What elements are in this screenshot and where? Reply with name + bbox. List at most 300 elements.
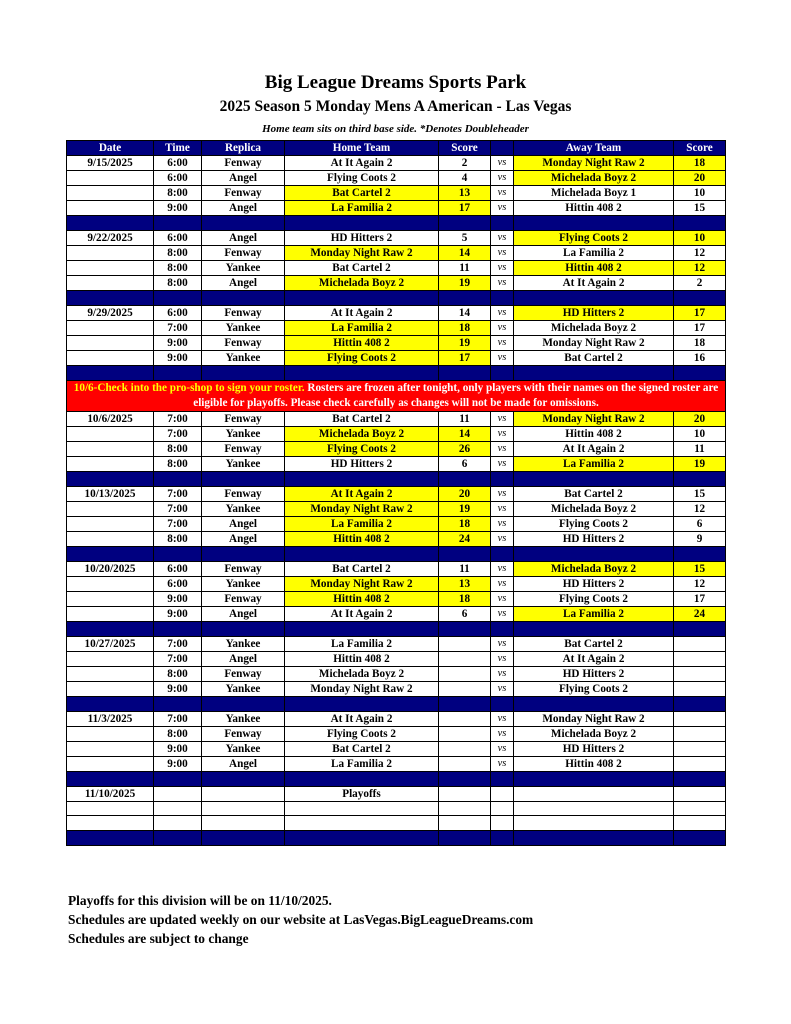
away-score: 2 xyxy=(674,275,726,290)
separator-cell xyxy=(202,365,285,380)
home-score: 4 xyxy=(439,171,491,186)
vs-label: vs xyxy=(491,681,514,696)
separator-cell xyxy=(439,471,491,486)
home-score xyxy=(439,681,491,696)
game-date: 9/22/2025 xyxy=(67,230,154,245)
game-date xyxy=(67,186,154,201)
home-team: HD Hitters 2 xyxy=(285,456,439,471)
game-time: 8:00 xyxy=(154,531,202,546)
game-replica-field: Fenway xyxy=(202,305,285,320)
game-replica-field: Fenway xyxy=(202,186,285,201)
column-header-home-score: Score xyxy=(439,141,491,156)
game-time: 7:00 xyxy=(154,320,202,335)
away-score xyxy=(674,711,726,726)
separator-cell xyxy=(154,290,202,305)
game-time: 8:00 xyxy=(154,260,202,275)
home-score: 2 xyxy=(439,156,491,171)
empty-cell xyxy=(674,786,726,801)
game-replica-field: Yankee xyxy=(202,456,285,471)
home-score: 20 xyxy=(439,486,491,501)
schedule-note: Home team sits on third base side. *Denotes Doubleheader xyxy=(262,123,529,135)
separator-cell xyxy=(202,546,285,561)
away-team: At It Again 2 xyxy=(514,651,674,666)
game-row xyxy=(67,305,726,320)
game-row xyxy=(67,426,726,441)
vs-label: vs xyxy=(491,335,514,350)
separator-cell xyxy=(439,831,491,846)
game-row xyxy=(67,606,726,621)
vs-label: vs xyxy=(491,186,514,201)
home-score: 6 xyxy=(439,606,491,621)
away-score: 18 xyxy=(674,156,726,171)
separator-cell xyxy=(202,621,285,636)
away-team: Bat Cartel 2 xyxy=(514,350,674,365)
separator-cell xyxy=(491,696,514,711)
game-time: 8:00 xyxy=(154,441,202,456)
home-team: La Familia 2 xyxy=(285,516,439,531)
separator-cell xyxy=(202,831,285,846)
away-team: La Familia 2 xyxy=(514,606,674,621)
home-score: 24 xyxy=(439,531,491,546)
game-time: 9:00 xyxy=(154,591,202,606)
game-replica-field: Yankee xyxy=(202,741,285,756)
separator-cell xyxy=(67,471,154,486)
game-date: 10/20/2025 xyxy=(67,561,154,576)
game-time: 7:00 xyxy=(154,651,202,666)
week-separator-row xyxy=(67,546,726,561)
game-row xyxy=(67,156,726,171)
home-score: 13 xyxy=(439,576,491,591)
away-score: 24 xyxy=(674,606,726,621)
game-row xyxy=(67,651,726,666)
away-team: La Familia 2 xyxy=(514,456,674,471)
game-date xyxy=(67,441,154,456)
away-score: 10 xyxy=(674,230,726,245)
separator-cell xyxy=(285,696,439,711)
away-score: 20 xyxy=(674,411,726,426)
separator-cell xyxy=(202,290,285,305)
vs-label: vs xyxy=(491,275,514,290)
away-team: Flying Coots 2 xyxy=(514,681,674,696)
game-replica-field: Yankee xyxy=(202,501,285,516)
week-separator-row xyxy=(67,365,726,380)
home-team: Hittin 408 2 xyxy=(285,651,439,666)
game-date: 9/15/2025 xyxy=(67,156,154,171)
game-date: 11/3/2025 xyxy=(67,711,154,726)
game-time: 9:00 xyxy=(154,335,202,350)
week-separator-row xyxy=(67,696,726,711)
separator-cell xyxy=(67,290,154,305)
away-score: 6 xyxy=(674,516,726,531)
footer-change-note: Schedules are subject to change xyxy=(68,931,249,946)
away-team: Flying Coots 2 xyxy=(514,516,674,531)
home-team: La Familia 2 xyxy=(285,320,439,335)
footer-playoffs-note: Playoffs for this division will be on 11/10/2025. xyxy=(68,893,332,908)
game-time: 9:00 xyxy=(154,350,202,365)
roster-notice-row xyxy=(67,380,726,411)
vs-label: vs xyxy=(491,711,514,726)
home-score xyxy=(439,726,491,741)
game-time: 7:00 xyxy=(154,516,202,531)
away-score: 10 xyxy=(674,186,726,201)
separator-cell xyxy=(674,621,726,636)
separator-cell xyxy=(285,546,439,561)
home-score xyxy=(439,711,491,726)
game-date xyxy=(67,260,154,275)
separator-cell xyxy=(67,771,154,786)
separator-cell xyxy=(67,696,154,711)
separator-cell xyxy=(491,365,514,380)
game-replica-field: Yankee xyxy=(202,426,285,441)
game-time: 9:00 xyxy=(154,201,202,216)
home-score xyxy=(439,756,491,771)
column-header-away-team: Away Team xyxy=(514,141,674,156)
home-score xyxy=(439,741,491,756)
home-score: 18 xyxy=(439,320,491,335)
game-replica-field: Fenway xyxy=(202,245,285,260)
game-date xyxy=(67,726,154,741)
away-team: Michelada Boyz 2 xyxy=(514,726,674,741)
playoffs-date: 11/10/2025 xyxy=(67,786,154,801)
game-date xyxy=(67,531,154,546)
game-time: 6:00 xyxy=(154,576,202,591)
away-team: HD Hitters 2 xyxy=(514,741,674,756)
home-score: 13 xyxy=(439,186,491,201)
separator-cell xyxy=(202,471,285,486)
game-row xyxy=(67,501,726,516)
game-time: 8:00 xyxy=(154,245,202,260)
home-score: 18 xyxy=(439,516,491,531)
away-team: Hittin 408 2 xyxy=(514,756,674,771)
game-time: 6:00 xyxy=(154,561,202,576)
home-score: 14 xyxy=(439,305,491,320)
game-row xyxy=(67,320,726,335)
game-time: 8:00 xyxy=(154,666,202,681)
home-team: Michelada Boyz 2 xyxy=(285,426,439,441)
game-row xyxy=(67,186,726,201)
vs-label: vs xyxy=(491,426,514,441)
separator-cell xyxy=(514,365,674,380)
home-score: 11 xyxy=(439,260,491,275)
game-time: 6:00 xyxy=(154,171,202,186)
game-time: 7:00 xyxy=(154,711,202,726)
game-replica-field: Yankee xyxy=(202,260,285,275)
vs-label: vs xyxy=(491,305,514,320)
empty-cell xyxy=(202,801,285,816)
game-date xyxy=(67,201,154,216)
home-team: Bat Cartel 2 xyxy=(285,561,439,576)
separator-cell xyxy=(491,471,514,486)
game-row xyxy=(67,726,726,741)
separator-cell xyxy=(439,771,491,786)
away-team: Monday Night Raw 2 xyxy=(514,335,674,350)
game-row xyxy=(67,260,726,275)
game-replica-field: Angel xyxy=(202,756,285,771)
away-score: 12 xyxy=(674,576,726,591)
game-row xyxy=(67,681,726,696)
game-replica-field: Fenway xyxy=(202,591,285,606)
game-time: 7:00 xyxy=(154,501,202,516)
home-score: 11 xyxy=(439,561,491,576)
game-date xyxy=(67,171,154,186)
column-header-replica: Replica xyxy=(202,141,285,156)
page-subtitle: 2025 Season 5 Monday Mens A American - Las Vegas xyxy=(219,98,572,115)
home-team: Bat Cartel 2 xyxy=(285,411,439,426)
empty-cell xyxy=(202,786,285,801)
empty-cell xyxy=(674,801,726,816)
away-team: Bat Cartel 2 xyxy=(514,486,674,501)
separator-cell xyxy=(491,216,514,231)
home-score: 17 xyxy=(439,201,491,216)
vs-label: vs xyxy=(491,350,514,365)
home-team: La Familia 2 xyxy=(285,756,439,771)
week-separator-row xyxy=(67,771,726,786)
game-time: 8:00 xyxy=(154,275,202,290)
separator-cell xyxy=(674,216,726,231)
separator-cell xyxy=(674,696,726,711)
away-score: 17 xyxy=(674,591,726,606)
separator-cell xyxy=(202,771,285,786)
game-date: 9/29/2025 xyxy=(67,305,154,320)
vs-label: vs xyxy=(491,320,514,335)
empty-cell xyxy=(202,816,285,831)
game-row xyxy=(67,756,726,771)
separator-cell xyxy=(285,771,439,786)
table-header-row xyxy=(67,141,726,156)
game-time: 8:00 xyxy=(154,456,202,471)
game-row xyxy=(67,171,726,186)
separator-cell xyxy=(67,216,154,231)
away-score: 11 xyxy=(674,441,726,456)
home-score: 19 xyxy=(439,335,491,350)
game-replica-field: Fenway xyxy=(202,335,285,350)
game-replica-field: Fenway xyxy=(202,561,285,576)
vs-label: vs xyxy=(491,171,514,186)
game-row xyxy=(67,230,726,245)
away-team: Monday Night Raw 2 xyxy=(514,711,674,726)
game-date xyxy=(67,335,154,350)
home-score: 14 xyxy=(439,426,491,441)
home-score xyxy=(439,666,491,681)
vs-label: vs xyxy=(491,606,514,621)
vs-label: vs xyxy=(491,260,514,275)
home-team: Monday Night Raw 2 xyxy=(285,576,439,591)
game-date xyxy=(67,681,154,696)
home-team: At It Again 2 xyxy=(285,156,439,171)
home-team: La Familia 2 xyxy=(285,636,439,651)
away-score: 20 xyxy=(674,171,726,186)
home-team: At It Again 2 xyxy=(285,486,439,501)
separator-cell xyxy=(674,290,726,305)
home-score: 26 xyxy=(439,441,491,456)
empty-cell xyxy=(439,801,491,816)
game-date xyxy=(67,741,154,756)
game-date xyxy=(67,350,154,365)
away-team: Bat Cartel 2 xyxy=(514,636,674,651)
game-time: 8:00 xyxy=(154,726,202,741)
away-score xyxy=(674,756,726,771)
home-team: Flying Coots 2 xyxy=(285,350,439,365)
home-score: 6 xyxy=(439,456,491,471)
game-time: 9:00 xyxy=(154,741,202,756)
game-row xyxy=(67,576,726,591)
away-team: Hittin 408 2 xyxy=(514,426,674,441)
separator-cell xyxy=(154,771,202,786)
game-time: 6:00 xyxy=(154,230,202,245)
game-date xyxy=(67,516,154,531)
column-header-vs xyxy=(491,141,514,156)
separator-cell xyxy=(674,365,726,380)
away-team: Hittin 408 2 xyxy=(514,201,674,216)
game-date: 10/13/2025 xyxy=(67,486,154,501)
away-team: Michelada Boyz 2 xyxy=(514,561,674,576)
separator-cell xyxy=(285,831,439,846)
game-row xyxy=(67,275,726,290)
empty-cell xyxy=(439,816,491,831)
empty-cell xyxy=(514,786,674,801)
playoffs-row xyxy=(67,786,726,801)
game-replica-field: Fenway xyxy=(202,726,285,741)
game-time: 7:00 xyxy=(154,411,202,426)
vs-label: vs xyxy=(491,726,514,741)
home-team: Michelada Boyz 2 xyxy=(285,666,439,681)
separator-cell xyxy=(514,471,674,486)
game-date xyxy=(67,245,154,260)
game-row xyxy=(67,741,726,756)
game-replica-field: Yankee xyxy=(202,576,285,591)
separator-cell xyxy=(285,621,439,636)
vs-label: vs xyxy=(491,456,514,471)
game-replica-field: Angel xyxy=(202,651,285,666)
away-team: HD Hitters 2 xyxy=(514,576,674,591)
separator-cell xyxy=(491,546,514,561)
game-row xyxy=(67,591,726,606)
empty-cell xyxy=(514,816,674,831)
game-row xyxy=(67,531,726,546)
separator-cell xyxy=(514,621,674,636)
game-replica-field: Yankee xyxy=(202,350,285,365)
home-team: Bat Cartel 2 xyxy=(285,260,439,275)
empty-cell xyxy=(67,816,154,831)
separator-cell xyxy=(154,696,202,711)
game-time: 7:00 xyxy=(154,426,202,441)
vs-label: vs xyxy=(491,576,514,591)
separator-cell xyxy=(514,216,674,231)
home-team: Hittin 408 2 xyxy=(285,531,439,546)
home-score: 19 xyxy=(439,275,491,290)
separator-cell xyxy=(491,290,514,305)
vs-label: vs xyxy=(491,651,514,666)
game-row xyxy=(67,516,726,531)
away-team: La Familia 2 xyxy=(514,245,674,260)
away-score: 9 xyxy=(674,531,726,546)
game-row xyxy=(67,486,726,501)
away-score: 12 xyxy=(674,260,726,275)
week-separator-row xyxy=(67,216,726,231)
game-date xyxy=(67,426,154,441)
game-replica-field: Yankee xyxy=(202,320,285,335)
game-time: 6:00 xyxy=(154,156,202,171)
separator-cell xyxy=(491,621,514,636)
away-score: 17 xyxy=(674,305,726,320)
empty-cell xyxy=(154,801,202,816)
vs-label: vs xyxy=(491,411,514,426)
separator-cell xyxy=(514,831,674,846)
separator-cell xyxy=(439,365,491,380)
vs-label: vs xyxy=(491,591,514,606)
away-score xyxy=(674,681,726,696)
separator-cell xyxy=(439,621,491,636)
separator-cell xyxy=(514,546,674,561)
away-team: Flying Coots 2 xyxy=(514,230,674,245)
separator-cell xyxy=(154,216,202,231)
game-date xyxy=(67,501,154,516)
home-team: At It Again 2 xyxy=(285,711,439,726)
vs-label: vs xyxy=(491,516,514,531)
separator-cell xyxy=(674,471,726,486)
away-team: Hittin 408 2 xyxy=(514,260,674,275)
game-date: 10/6/2025 xyxy=(67,411,154,426)
game-date xyxy=(67,320,154,335)
separator-cell xyxy=(439,546,491,561)
game-date xyxy=(67,651,154,666)
separator-cell xyxy=(491,771,514,786)
game-replica-field: Yankee xyxy=(202,681,285,696)
empty-cell xyxy=(439,786,491,801)
game-date xyxy=(67,591,154,606)
game-replica-field: Fenway xyxy=(202,666,285,681)
vs-label: vs xyxy=(491,245,514,260)
roster-notice-highlight: 10/6-Check into the pro-shop to sign your roster. xyxy=(73,382,305,395)
separator-cell xyxy=(202,696,285,711)
separator-cell xyxy=(285,471,439,486)
away-score xyxy=(674,741,726,756)
schedule-table xyxy=(66,140,726,846)
game-row xyxy=(67,636,726,651)
home-team: La Familia 2 xyxy=(285,201,439,216)
home-team: Michelada Boyz 2 xyxy=(285,275,439,290)
game-time: 8:00 xyxy=(154,186,202,201)
home-score: 19 xyxy=(439,501,491,516)
game-row xyxy=(67,666,726,681)
game-row xyxy=(67,350,726,365)
separator-cell xyxy=(154,621,202,636)
game-row xyxy=(67,201,726,216)
playoffs-label: Playoffs xyxy=(285,786,439,801)
away-score: 17 xyxy=(674,320,726,335)
game-replica-field: Angel xyxy=(202,516,285,531)
game-time: 6:00 xyxy=(154,305,202,320)
away-score: 16 xyxy=(674,350,726,365)
game-date xyxy=(67,275,154,290)
empty-cell xyxy=(491,801,514,816)
blank-row xyxy=(67,801,726,816)
home-team: Flying Coots 2 xyxy=(285,171,439,186)
empty-cell xyxy=(154,816,202,831)
vs-label: vs xyxy=(491,441,514,456)
game-date xyxy=(67,456,154,471)
away-team: Flying Coots 2 xyxy=(514,591,674,606)
roster-notice-text: Rosters are frozen after tonight, only players with their names on the signed roster are eligible for playoffs. Please check carefully as changes will not be made for omissions. xyxy=(193,382,719,409)
home-score: 14 xyxy=(439,245,491,260)
footer-website-note: Schedules are updated weekly on our website at LasVegas.BigLeagueDreams.com xyxy=(68,912,534,927)
away-score: 15 xyxy=(674,561,726,576)
home-team: Monday Night Raw 2 xyxy=(285,681,439,696)
away-team: Michelada Boyz 2 xyxy=(514,320,674,335)
home-team: Bat Cartel 2 xyxy=(285,186,439,201)
empty-cell xyxy=(491,786,514,801)
game-row xyxy=(67,411,726,426)
